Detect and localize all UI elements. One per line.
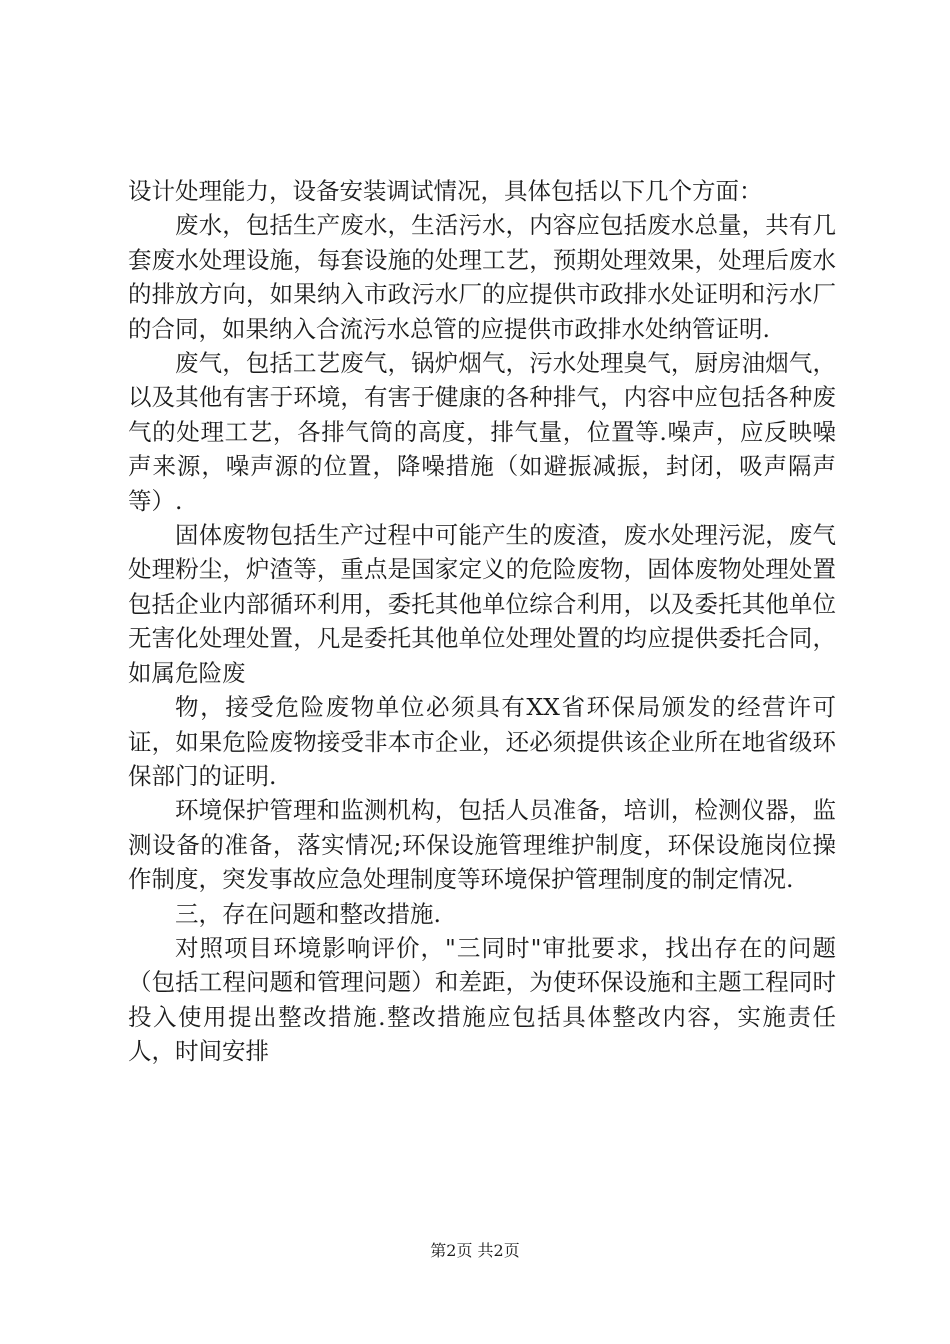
page-footer: 第2页 共2页 (430, 1241, 520, 1260)
paragraph-rectification: 对照项目环境影响评价，"三同时"审批要求，找出存在的问题（包括工程问题和管理问题）和差距，为使环保设施和主题工程同时投入使用提出整改措施.整改措施应包括具体整改内容，实施责任人，时间安排 (128, 933, 836, 1066)
paragraph-exhaust-noise: 废气，包括工艺废气，锅炉烟气，污水处理臭气，厨房油烟气，以及其他有害于环境，有害于健康的各种排气，内容中应包括各种废气的处理工艺，各排气筒的高度，排气量，位置等.噪声，应反映噪声来源，噪声源的位置，降噪措施（如避振减振，封闭，吸声隔声等）. (128, 349, 836, 515)
paragraph-hazardous-waste: 物，接受危险废物单位必须具有XX省环保局颁发的经营许可证，如果危险废物接受非本市企业，还必须提供该企业所在地省级环保部门的证明. (128, 693, 836, 790)
paragraph-continuation: 设计处理能力，设备安装调试情况，具体包括以下几个方面： (128, 177, 763, 205)
section-heading-problems: 三，存在问题和整改措施. (175, 899, 441, 928)
paragraph-management: 环境保护管理和监测机构，包括人员准备，培训，检测仪器，监测设备的准备，落实情况;环保设施管理维护制度，环保设施岗位操作制度，突发事故应急处理制度等环境保护管理制度的制定情况. (128, 796, 836, 894)
paragraph-solid-waste: 固体废物包括生产过程中可能产生的废渣，废水处理污泥，废气处理粉尘，炉渣等，重点是国家定义的危险废物，固体废物处理处置包括企业内部循环利用，委托其他单位综合利用，以及委托其他单位无害化处理处置，凡是委托其他单位处理处置的均应提供委托合同，如属危险废 (128, 521, 836, 687)
document-body (128, 174, 836, 1069)
paragraph-wastewater: 废水，包括生产废水，生活污水，内容应包括废水总量，共有几套废水处理设施，每套设施的处理工艺，预期处理效果，处理后废水的排放方向，如果纳入市政污水厂的应提供市政排水处证明和污水厂的合同，如果纳入合流污水总管的应提供市政排水处纳管证明. (128, 211, 836, 343)
